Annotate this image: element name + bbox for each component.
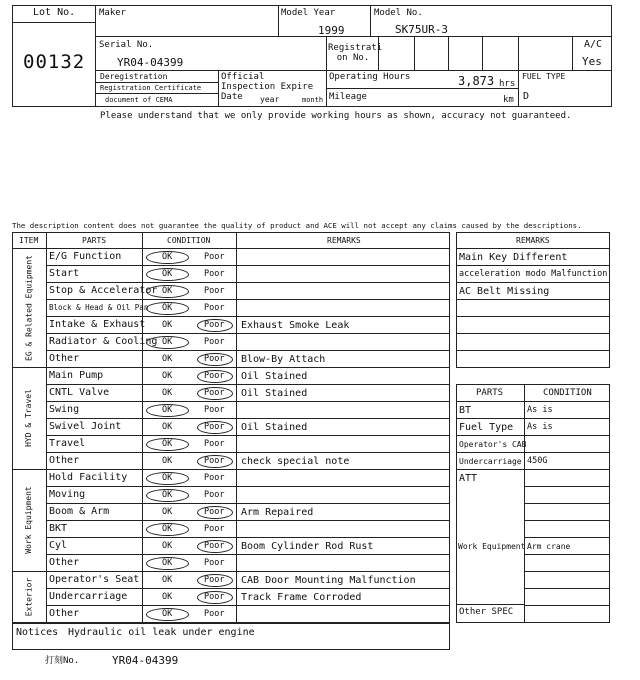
ok-circle (146, 472, 189, 485)
part-name: Travel (49, 438, 86, 449)
right-remark-item: Main Key Different (459, 252, 568, 263)
part-name: Boom & Arm (49, 506, 110, 517)
poor-mark: Poor (204, 592, 225, 602)
ok-mark: OK (162, 524, 173, 534)
ac-value: Yes (582, 55, 602, 68)
ok-mark: OK (162, 609, 173, 619)
ok-circle (146, 268, 189, 281)
poor-mark: Poor (204, 354, 225, 364)
ok-mark: OK (162, 252, 173, 262)
poor-mark: Poor (204, 541, 225, 551)
poor-circle (197, 540, 233, 553)
poor-mark: Poor (204, 320, 225, 330)
other-spec-label: Other SPEC (459, 607, 514, 617)
hours-note: Please understand that we only provide working hours as shown, accuracy not guaranteed. (100, 111, 572, 121)
deregistration-label: Deregistration (100, 72, 168, 81)
parts-table-part: Operator's CAB (459, 440, 527, 449)
ok-circle (146, 251, 189, 264)
parts-table-part: Undercarriage (459, 457, 522, 466)
ok-mark: OK (162, 473, 173, 483)
ok-mark: OK (162, 388, 173, 398)
poor-mark: Poor (204, 269, 225, 279)
part-name: Radiator & Cooling (49, 336, 158, 347)
registration-label: Registrati on No. (328, 43, 383, 63)
model-year-label: Model Year (281, 8, 336, 18)
ok-circle (146, 404, 189, 417)
parts-table-condition: As is (527, 405, 553, 415)
poor-mark: Poor (204, 473, 225, 483)
ok-mark: OK (162, 575, 173, 585)
official-inspection-label: Official Inspection Expire Date (221, 72, 314, 102)
poor-mark: Poor (204, 490, 225, 500)
ok-mark: OK (162, 405, 173, 415)
group-label: Work Equipment (24, 486, 33, 554)
model-no-value: SK75UR-3 (395, 23, 448, 36)
part-name: Main Pump (49, 370, 104, 381)
poor-mark: Poor (204, 524, 225, 534)
row-remark: Track Frame Corroded (241, 592, 362, 603)
ok-mark: OK (162, 439, 173, 449)
part-name: CNTL Valve (49, 387, 110, 398)
ok-mark: OK (162, 286, 173, 296)
ok-mark: OK (162, 422, 173, 432)
part-name: Block & Head & Oil Pan (49, 303, 149, 312)
poor-circle (197, 387, 233, 400)
operating-hours-value: 3,873 (458, 74, 495, 88)
ok-mark: OK (162, 456, 173, 466)
ok-mark: OK (162, 303, 173, 313)
poor-mark: Poor (204, 252, 225, 262)
mileage-label: Mileage (329, 92, 367, 102)
parts-table-part: Fuel Type (459, 422, 514, 433)
part-name: Intake & Exhaust (49, 319, 146, 330)
year-label: year (260, 95, 280, 104)
poor-circle (197, 421, 233, 434)
ok-mark: OK (162, 490, 173, 500)
stamp-label: 打刻No. (45, 656, 80, 666)
poor-mark: Poor (204, 507, 225, 517)
registration-certificate-label: Registration Certificate (100, 84, 202, 92)
lot-number: 00132 (23, 51, 86, 73)
hrs-unit: hrs (499, 79, 516, 89)
ac-label: A/C (584, 39, 603, 50)
part-name: Hold Facility (49, 472, 128, 483)
work-equipment-label: Work Equipment (458, 542, 526, 551)
row-remark: Oil Stained (241, 388, 308, 399)
parts-table-condition-header: CONDITION (543, 388, 592, 398)
maker-label: Maker (99, 8, 127, 18)
part-name: Moving (49, 489, 86, 500)
disclaimer: The description content does not guarantee the quality of product and ACE will not accept any claims caused by the descriptions. (12, 221, 582, 230)
right-remark-item: AC Belt Missing (459, 286, 550, 297)
row-remark: Blow-By Attach (241, 354, 326, 365)
item-header: ITEM (19, 236, 39, 245)
poor-mark: Poor (204, 575, 225, 585)
condition-header: CONDITION (167, 236, 211, 245)
fuel-type-value: D (523, 91, 530, 102)
ok-mark: OK (162, 354, 173, 364)
row-remark: check special note (241, 456, 350, 467)
poor-mark: Poor (204, 558, 225, 568)
part-name: E/G Function (49, 251, 122, 262)
poor-mark: Poor (204, 439, 225, 449)
stamp-value: YR04-04399 (112, 654, 179, 667)
month-label: month (302, 96, 324, 104)
part-name: Swivel Joint (49, 421, 122, 432)
ok-circle (146, 489, 189, 502)
poor-mark: Poor (204, 371, 225, 381)
poor-mark: Poor (204, 422, 225, 432)
row-remark: Oil Stained (241, 422, 308, 433)
ok-mark: OK (162, 337, 173, 347)
ok-mark: OK (162, 507, 173, 517)
part-name: Swing (49, 404, 80, 415)
parts-table-parts-header: PARTS (476, 388, 504, 398)
part-name: Other (49, 455, 80, 466)
ok-circle (146, 285, 189, 298)
fuel-type-label: FUEL TYPE (522, 72, 566, 81)
row-remark: Oil Stained (241, 371, 308, 382)
remarks-header: REMARKS (327, 236, 361, 245)
poor-mark: Poor (204, 303, 225, 313)
ok-mark: OK (162, 371, 173, 381)
model-year-value: 1999 (318, 24, 345, 37)
row-remark: Boom Cylinder Rod Rust (241, 541, 374, 552)
model-no-label: Model No. (374, 8, 423, 18)
row-remark: CAB Door Mounting Malfunction (241, 575, 416, 586)
poor-circle (197, 574, 233, 587)
part-name: Start (49, 268, 80, 279)
lot-label: Lot No. (33, 7, 76, 18)
part-name: Operator's Seat (49, 574, 140, 585)
operating-hours-label: Operating Hours (329, 72, 411, 82)
group-label: EG & Related Equipment (24, 254, 33, 361)
group-label: Exterior (24, 577, 33, 616)
ok-circle (146, 608, 189, 621)
ok-circle (146, 438, 189, 451)
ok-mark: OK (162, 592, 173, 602)
serial-value: YR04-04399 (117, 56, 184, 69)
ok-mark: OK (162, 320, 173, 330)
parts-table-condition: As is (527, 422, 553, 432)
row-remark: Exhaust Smoke Leak (241, 320, 350, 331)
ok-circle (146, 523, 189, 536)
serial-label: Serial No. (99, 40, 154, 50)
right-remarks-header: REMARKS (516, 236, 550, 245)
row-remark: Arm Repaired (241, 507, 314, 518)
ok-circle (146, 557, 189, 570)
ok-mark: OK (162, 541, 173, 551)
part-name: Other (49, 608, 80, 619)
part-name: Other (49, 353, 80, 364)
parts-table-part: BT (459, 405, 472, 416)
right-remark-item: acceleration modo Malfunction (459, 269, 608, 279)
poor-mark: Poor (204, 286, 225, 296)
part-name: Other (49, 557, 80, 568)
cema-label: document of CEMA (105, 96, 173, 104)
poor-circle (197, 370, 233, 383)
poor-mark: Poor (204, 609, 225, 619)
work-equipment-value: Arm crane (527, 542, 571, 551)
poor-circle (197, 455, 233, 468)
ok-circle (146, 336, 189, 349)
part-name: Undercarriage (49, 591, 128, 602)
km-unit: km (503, 95, 514, 105)
poor-circle (197, 506, 233, 519)
poor-mark: Poor (204, 337, 225, 347)
poor-circle (197, 319, 233, 332)
group-label: HYD & Travel (24, 389, 33, 447)
notices-label: Notices (16, 627, 59, 638)
ok-mark: OK (162, 269, 173, 279)
poor-circle (197, 591, 233, 604)
poor-mark: Poor (204, 456, 225, 466)
poor-mark: Poor (204, 405, 225, 415)
part-name: Cyl (49, 540, 68, 551)
part-name: Stop & Accelerator (49, 285, 158, 296)
poor-circle (197, 353, 233, 366)
parts-table-part: ATT (459, 473, 478, 484)
ok-mark: OK (162, 558, 173, 568)
ok-circle (146, 302, 189, 315)
parts-header: PARTS (82, 236, 107, 245)
notices-value: Hydraulic oil leak under engine (68, 627, 255, 638)
part-name: BKT (49, 523, 68, 534)
poor-mark: Poor (204, 388, 225, 398)
parts-table-condition: 450G (527, 456, 548, 466)
